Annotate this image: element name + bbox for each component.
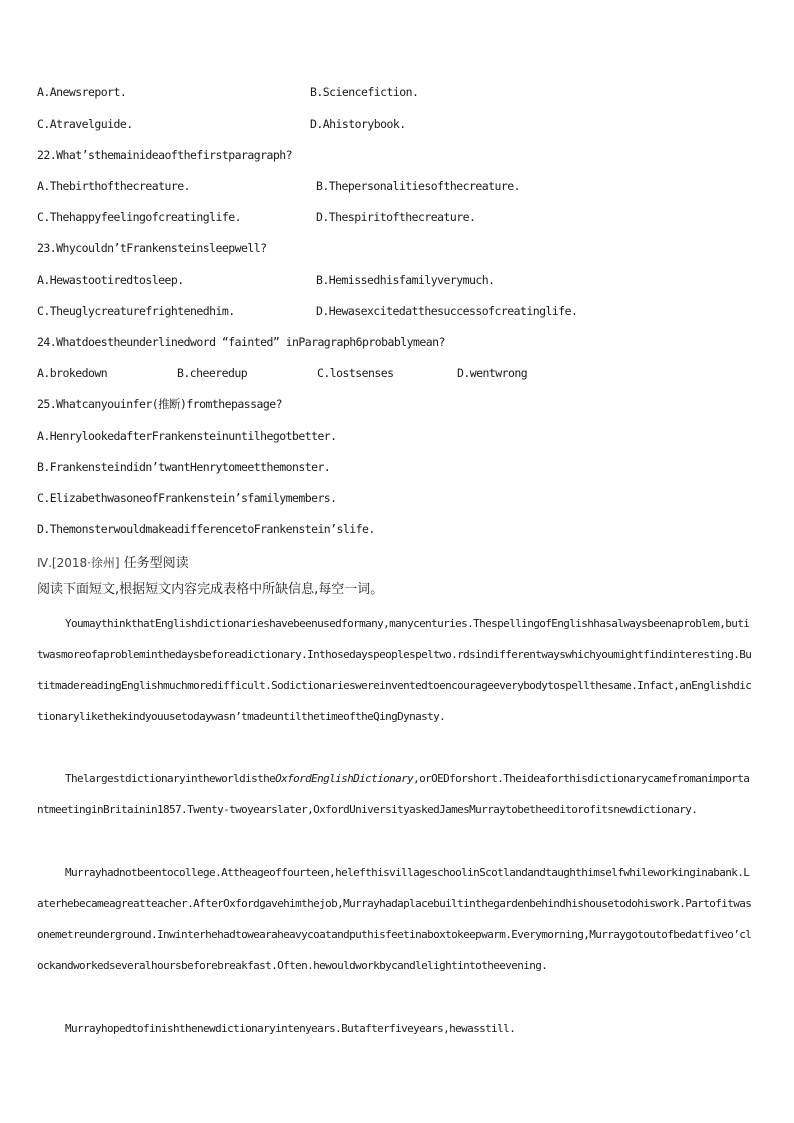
q22-question: 22.What’sthemainideaofthefirstparagraph? (37, 148, 292, 162)
section-instruction: 阅读下面短文,根据短文内容完成表格中所缺信息,每空一词。 (37, 582, 384, 597)
q21-option-b: B.Sciencefiction. (310, 85, 419, 99)
q23-option-a: A.Hewastootiredtosleep. (37, 273, 184, 287)
q24-option-c: C.lostsenses (317, 366, 394, 380)
q21-option-d: D.Ahistorybook. (310, 117, 406, 131)
passage-paragraph-4: Murrayhopedtofinishthenewdictionaryintenyears.Butafterfiveyears,hewasstill. (65, 1022, 516, 1035)
passage-paragraph-3: Murrayhadnotbeentocollege.Attheageoffourteen,helefthisvillageschoolinScotlandandtaughthimselfwhileworkinginabank.Laterhebecameagreatteacher.AfterOxfordgavehimthejob,Murrayhadaplacebuiltinthegardenbehindhishousetodohiswork.Partofitwasonemetreunderground.Inwinterhehadtowearaheavycoatandputhisfeetinaboxtokeepwarm.Everymorning,Murraygotoutofbedatfiveo’clockandworkedseveralhoursbeforebreakfast.Often.hewouldworkbycandlelightintotheevening. (37, 866, 752, 972)
passage-paragraph-2-start: Thelargestdictionaryintheworldisthe (65, 772, 276, 785)
section-source-tag: [2018·徐州] (51, 556, 120, 570)
q25-option-a: A.HenrylookedafterFrankensteinuntilhegotbetter. (37, 429, 337, 443)
q24-question: 24.Whatdoestheunderlinedword “fainted” inParagraph6probablymean? (37, 335, 445, 349)
q25-option-b: B.Frankensteindidn’twantHenrytomeetthemonster. (37, 460, 331, 474)
q24-option-a: A.brokedown (37, 366, 108, 380)
passage-paragraph-2-end: ,orOEDforshort.TheideaforthisdictionarycamefromanimportantmeetinginBritainin1857.Twenty-twoyearslater,OxfordUniversityaskedJamesMurraytobetheeditorofitsnewdictionary. (37, 772, 750, 816)
q21-option-c: C.Atravelguide. (37, 117, 133, 131)
q25-option-c: C.ElizabethwasoneofFrankenstein’sfamilymembers. (37, 491, 337, 505)
q24-option-d: D.wentwrong (457, 366, 528, 380)
passage-paragraph-1: YoumaythinkthatEnglishdictionarieshavebeenusedformany,manycenturies.ThespellingofEnglishhasalwaysbeenaproblem,butitwasmoreofaprobleminthedaysbeforeadictionary.Inthosedayspeoplespeltwo.rdsindifferentwayswhichyoumightfindinteresting.ButitmadereadingEnglishmuchmoredifficult.Sodictionarieswereinventedtoencourageeverybodytospellthesame.Infact,anEnglishdictionarylikethekindyouusetodaywasn’tmadeuntilthetimeoftheQingDynasty. (37, 617, 752, 723)
section-number: Ⅳ. (37, 556, 52, 570)
q22-option-a: A.Thebirthofthecreature. (37, 179, 190, 193)
dictionary-title: OxfordEnglishDictionary (275, 772, 414, 785)
q22-option-b: B.Thepersonalitiesofthecreature. (316, 179, 520, 193)
q23-question: 23.Whycouldn’tFrankensteinsleepwell? (37, 241, 267, 255)
q22-option-c: C.Thehappyfeelingofcreatinglife. (37, 210, 241, 224)
q23-option-c: C.Theuglycreaturefrightenedhim. (37, 304, 235, 318)
section-title: 任务型阅读 (123, 556, 189, 571)
q24-option-b: B.cheeredup (177, 366, 248, 380)
q21-option-a: A.Anewsreport. (37, 85, 127, 99)
q23-option-b: B.Hemissedhisfamilyverymuch. (316, 273, 495, 287)
q23-option-d: D.Hewasexcitedatthesuccessofcreatinglife. (316, 304, 578, 318)
q25-option-d: D.ThemonsterwouldmakeadifferencetoFrankenstein’slife. (37, 522, 375, 536)
passage-paragraph-2 (37, 763, 753, 825)
q22-option-d: D.Thespiritofthecreature. (316, 210, 476, 224)
section-heading (37, 552, 189, 571)
q25-question: 25.Whatcanyouinfer(推断)fromthepassage? (37, 397, 282, 411)
